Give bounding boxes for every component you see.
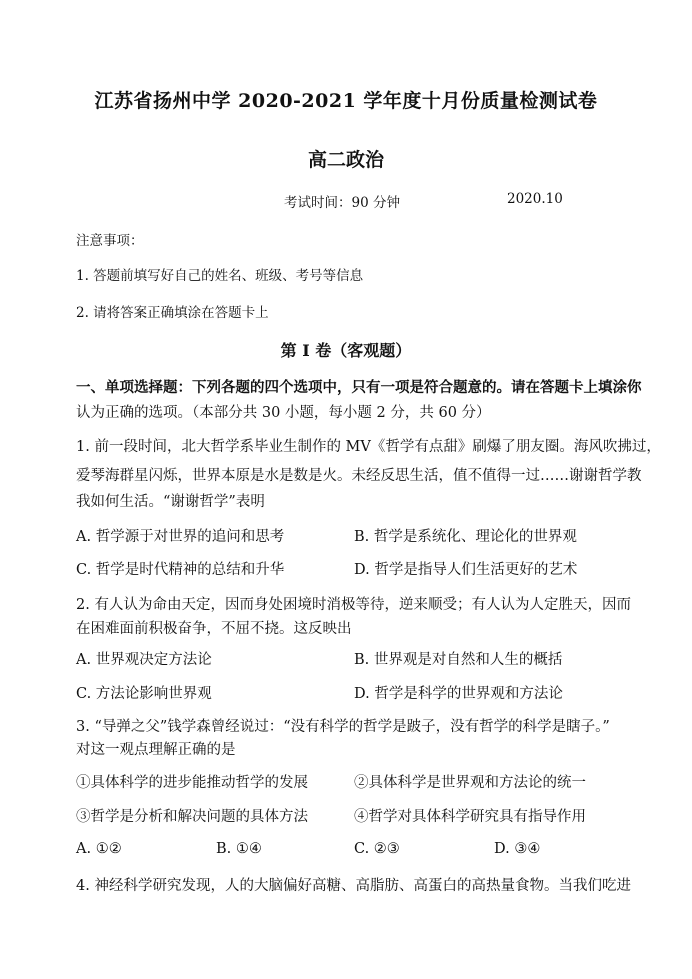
question-3-statement: ②具体科学是世界观和方法论的统一 (354, 775, 586, 791)
note-item: 2. 请将答案正确填涂在答题卡上 (76, 305, 269, 321)
question-3-option-a: A. ①② (76, 841, 122, 857)
question-3-option-b: B. ①④ (216, 841, 262, 857)
exam-time: 考试时间：90 分钟 (284, 195, 400, 211)
question-3-stem-line: 对这一观点理解正确的是 (76, 742, 236, 758)
question-2-option-a: A. 世界观决定方法论 (76, 652, 212, 668)
question-3-stem-line: 3. “导弹之父”钱学森曾经说过：“没有科学的哲学是跛子，没有哲学的科学是瞎子。” (76, 719, 610, 735)
question-3-option-c: C. ②③ (354, 841, 400, 857)
question-2-stem-line: 2. 有人认为命由天定，因而身处困境时消极等待，逆来顺受；有人认为人定胜天，因而 (76, 597, 631, 613)
question-2-option-b: B. 世界观是对自然和人生的概括 (354, 652, 563, 668)
exam-subject: 高二政治 (307, 149, 384, 171)
question-3-statement: ③哲学是分析和解决问题的具体方法 (76, 809, 308, 825)
section-instruction-cont: 认为正确的选项。（本部分共 30 小题，每小题 2 分，共 60 分） (76, 405, 491, 421)
exam-title: 江苏省扬州中学 2020-2021 学年度十月份质量检测试卷 (94, 90, 598, 112)
question-2-stem-line: 在困难面前积极奋争，不屈不挠。这反映出 (76, 621, 352, 637)
question-2-option-d: D. 哲学是科学的世界观和方法论 (354, 686, 563, 702)
section-instruction: 一、单项选择题：下列各题的四个选项中，只有一项是符合题意的。请在答题卡上填涂你 (76, 379, 642, 396)
question-3-statement: ④哲学对具体科学研究具有指导作用 (354, 809, 586, 825)
exam-date: 2020.10 (507, 191, 563, 207)
question-1-stem-line: 爱琴海群星闪烁，世界本原是水是数是火。未经反思生活，值不值得一过……谢谢哲学教 (76, 468, 642, 484)
question-1-option-a: A. 哲学源于对世界的追问和思考 (76, 529, 285, 545)
question-1-option-d: D. 哲学是指导人们生活更好的艺术 (354, 562, 578, 578)
question-1-stem-line: 1. 前一段时间，北大哲学系毕业生制作的 MV《哲学有点甜》刷爆了朋友圈。海风吹拂过， (76, 439, 661, 455)
question-1-option-c: C. 哲学是时代精神的总结和升华 (76, 562, 285, 578)
notes-heading: 注意事项： (76, 233, 144, 249)
question-1-stem-line: 我如何生活。“谢谢哲学”表明 (76, 494, 265, 510)
question-1-option-b: B. 哲学是系统化、理论化的世界观 (354, 529, 577, 545)
note-item: 1. 答题前填写好自己的姓名、班级、考号等信息 (76, 268, 364, 284)
question-2-option-c: C. 方法论影响世界观 (76, 686, 212, 702)
question-3-option-d: D. ③④ (494, 841, 541, 857)
question-3-statement: ①具体科学的进步能推动哲学的发展 (76, 775, 308, 791)
section-title: 第 I 卷（客观题） (280, 341, 412, 360)
question-4-stem-line: 4. 神经科学研究发现，人的大脑偏好高糖、高脂肪、高蛋白的高热量食物。当我们吃进 (76, 878, 631, 894)
